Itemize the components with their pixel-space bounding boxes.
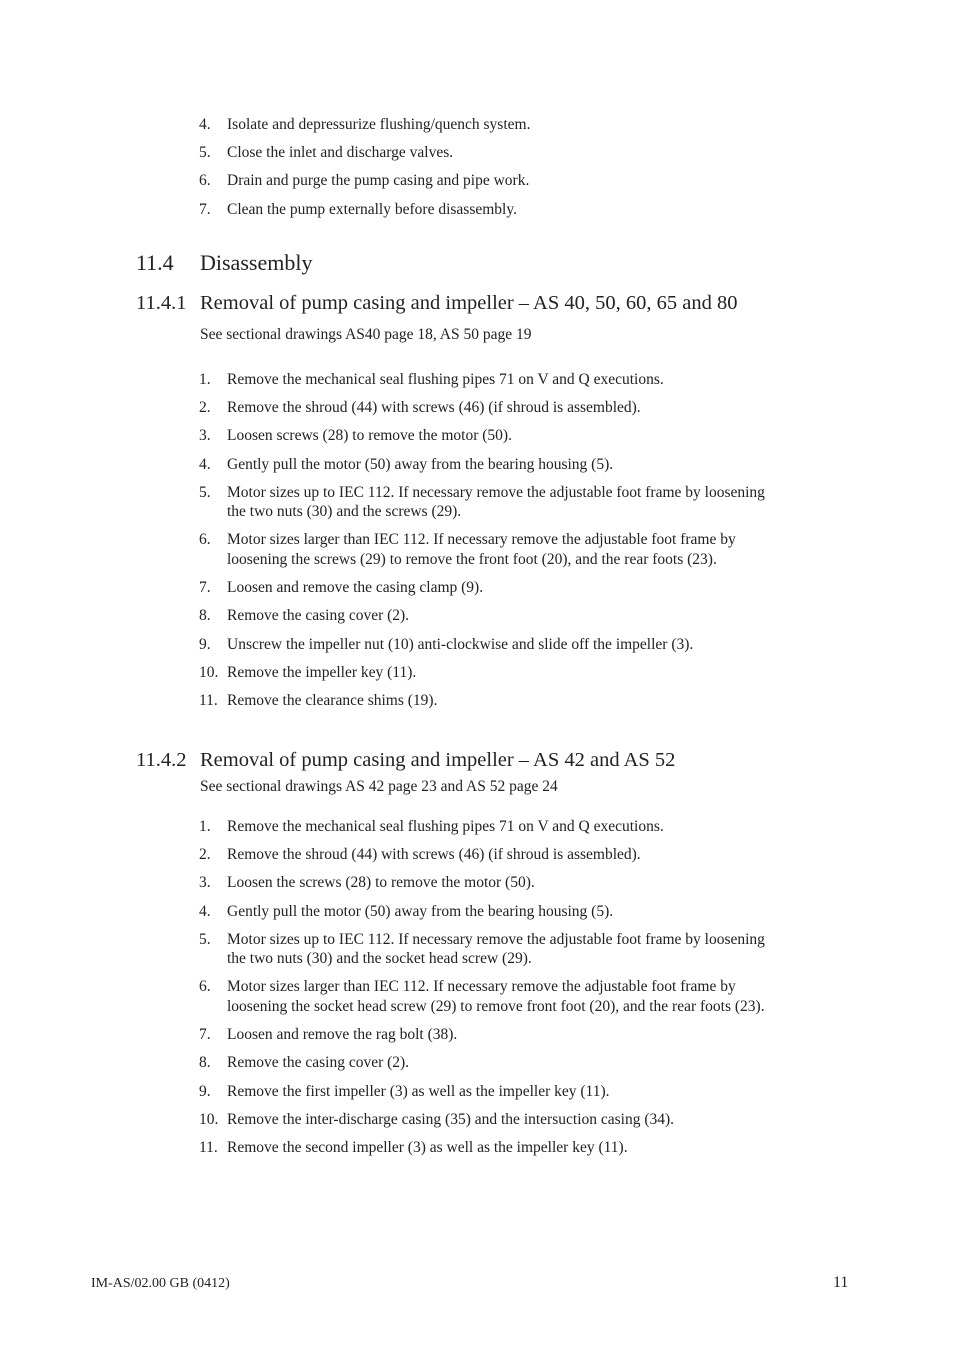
list-item-text: Close the inlet and discharge valves. — [227, 144, 454, 162]
list-item-number: 7. — [199, 1026, 211, 1044]
list-item — [0, 691, 772, 711]
list-item-number: 10. — [199, 663, 219, 681]
list-item-text: Loosen the screws (28) to remove the motor (50). — [227, 874, 535, 892]
list-item-number: 7. — [199, 579, 211, 597]
list-item — [0, 663, 772, 683]
list-item — [0, 1138, 772, 1158]
list-item-text: Remove the casing cover (2). — [227, 1054, 410, 1072]
list-item-text: Remove the mechanical seal flushing pipes 71 on V and Q executions. — [227, 371, 664, 388]
list-item-number: 10. — [199, 1110, 219, 1128]
list-item-number: 11. — [199, 1138, 218, 1156]
list-item-number: 3. — [199, 427, 211, 445]
list-item-number: 4. — [199, 455, 211, 473]
list-item-number: 6. — [199, 172, 211, 190]
list-item — [0, 635, 772, 655]
list-item-text: Remove the shroud (44) with screws (46) (if shroud is assembled). — [227, 399, 641, 417]
list-item — [0, 873, 772, 893]
list-item-text: Clean the pump externally before disassembly. — [227, 200, 517, 218]
list-item-text: Remove the first impeller (3) as well as the impeller key (11). — [227, 1082, 610, 1100]
list-item-number: 8. — [199, 607, 211, 625]
list-item — [0, 455, 772, 475]
section-number: 11.4 — [136, 250, 174, 275]
list-item — [0, 143, 772, 163]
list-item — [0, 817, 772, 837]
list-item-number: 4. — [199, 116, 211, 133]
list-item-text: Isolate and depressurize flushing/quench system. — [227, 116, 531, 133]
list-item-text: Unscrew the impeller nut (10) anti-clockwise and slide off the impeller (3). — [227, 635, 694, 653]
list-item-text: Gently pull the motor (50) away from the bearing housing (5). — [227, 455, 614, 473]
list-item — [0, 1082, 772, 1102]
list-item-text: Remove the mechanical seal flushing pipes 71 on V and Q executions. — [227, 818, 664, 835]
list-item — [0, 370, 772, 390]
list-item-number: 8. — [199, 1054, 211, 1072]
list-item-text: Motor sizes up to IEC 112. If necessary remove the adjustable foot frame by loosening the two nuts (30) and the socket head screw (29). — [227, 930, 765, 968]
subsection-title: Removal of pump casing and impeller – AS 42 and AS 52 — [200, 749, 676, 771]
list-item-number: 1. — [199, 818, 211, 835]
list-item-text: Loosen and remove the rag bolt (38). — [227, 1026, 458, 1044]
list-item — [0, 426, 772, 446]
list-item-number: 4. — [199, 902, 211, 920]
list-item-number: 5. — [199, 483, 211, 501]
list-item — [0, 1053, 772, 1073]
list-item — [0, 398, 772, 418]
list-item — [0, 578, 772, 598]
list-item — [0, 483, 772, 522]
list-item — [0, 1110, 772, 1130]
subsection-number: 11.4.1 — [136, 292, 187, 314]
list-item — [0, 606, 772, 626]
list-item-number: 11. — [199, 691, 218, 709]
list-item — [0, 115, 772, 135]
list-item-text: Drain and purge the pump casing and pipe work. — [227, 172, 530, 190]
subsection-title: Removal of pump casing and impeller – AS 40, 50, 60, 65 and 80 — [200, 292, 738, 314]
steps-list-1 — [0, 370, 772, 719]
list-item-number: 7. — [199, 200, 211, 218]
list-item — [0, 1025, 772, 1045]
list-item-text: Remove the shroud (44) with screws (46) (if shroud is assembled). — [227, 846, 641, 864]
list-item-number: 2. — [199, 846, 211, 864]
drawing-reference-note: See sectional drawings AS 42 page 23 and AS 52 page 24 — [200, 778, 558, 795]
list-item-text: Motor sizes larger than IEC 112. If necessary remove the adjustable foot frame by loosening the socket head screw (29) to remove front foot (20), and the rear foots (23). — [227, 978, 765, 1015]
list-item-text: Motor sizes up to IEC 112. If necessary remove the adjustable foot frame by loosening the two nuts (30) and the screws (29). — [227, 483, 765, 521]
list-item-number: 6. — [199, 531, 211, 549]
list-item — [0, 977, 772, 1016]
list-item-number: 5. — [199, 930, 211, 948]
list-item — [0, 930, 772, 969]
list-item-text: Remove the second impeller (3) as well as the impeller key (11). — [227, 1138, 628, 1156]
list-item-text: Motor sizes larger than IEC 112. If necessary remove the adjustable foot frame by loosening the screws (29) to remove the front foot (20), and the rear foots (23). — [227, 531, 736, 568]
steps-list-continued — [0, 115, 772, 228]
list-item — [0, 171, 772, 191]
list-item-number: 5. — [199, 144, 211, 162]
section-title: Disassembly — [200, 250, 313, 275]
list-item — [0, 530, 772, 569]
page-number: 11 — [833, 1274, 849, 1291]
list-item-text: Loosen and remove the casing clamp (9). — [227, 579, 484, 597]
list-item-number: 9. — [199, 1082, 211, 1100]
footer-doc-code: IM-AS/02.00 GB (0412) — [91, 1276, 230, 1291]
list-item-number: 9. — [199, 635, 211, 653]
drawing-reference-note: See sectional drawings AS40 page 18, AS 50 page 19 — [200, 326, 532, 343]
subsection-number: 11.4.2 — [136, 749, 187, 771]
list-item — [0, 200, 772, 220]
list-item-number: 3. — [199, 874, 211, 892]
list-item-text: Remove the casing cover (2). — [227, 607, 410, 625]
list-item-number: 1. — [199, 371, 211, 388]
list-item-text: Loosen screws (28) to remove the motor (50). — [227, 427, 512, 445]
list-item — [0, 902, 772, 922]
list-item-text: Gently pull the motor (50) away from the bearing housing (5). — [227, 902, 614, 920]
list-item-number: 6. — [199, 978, 211, 996]
list-item-text: Remove the inter-discharge casing (35) and the intersuction casing (34). — [227, 1110, 675, 1128]
steps-list-2 — [0, 817, 772, 1166]
list-item — [0, 845, 772, 865]
list-item-number: 2. — [199, 399, 211, 417]
list-item-text: Remove the impeller key (11). — [227, 663, 417, 681]
list-item-text: Remove the clearance shims (19). — [227, 691, 438, 709]
